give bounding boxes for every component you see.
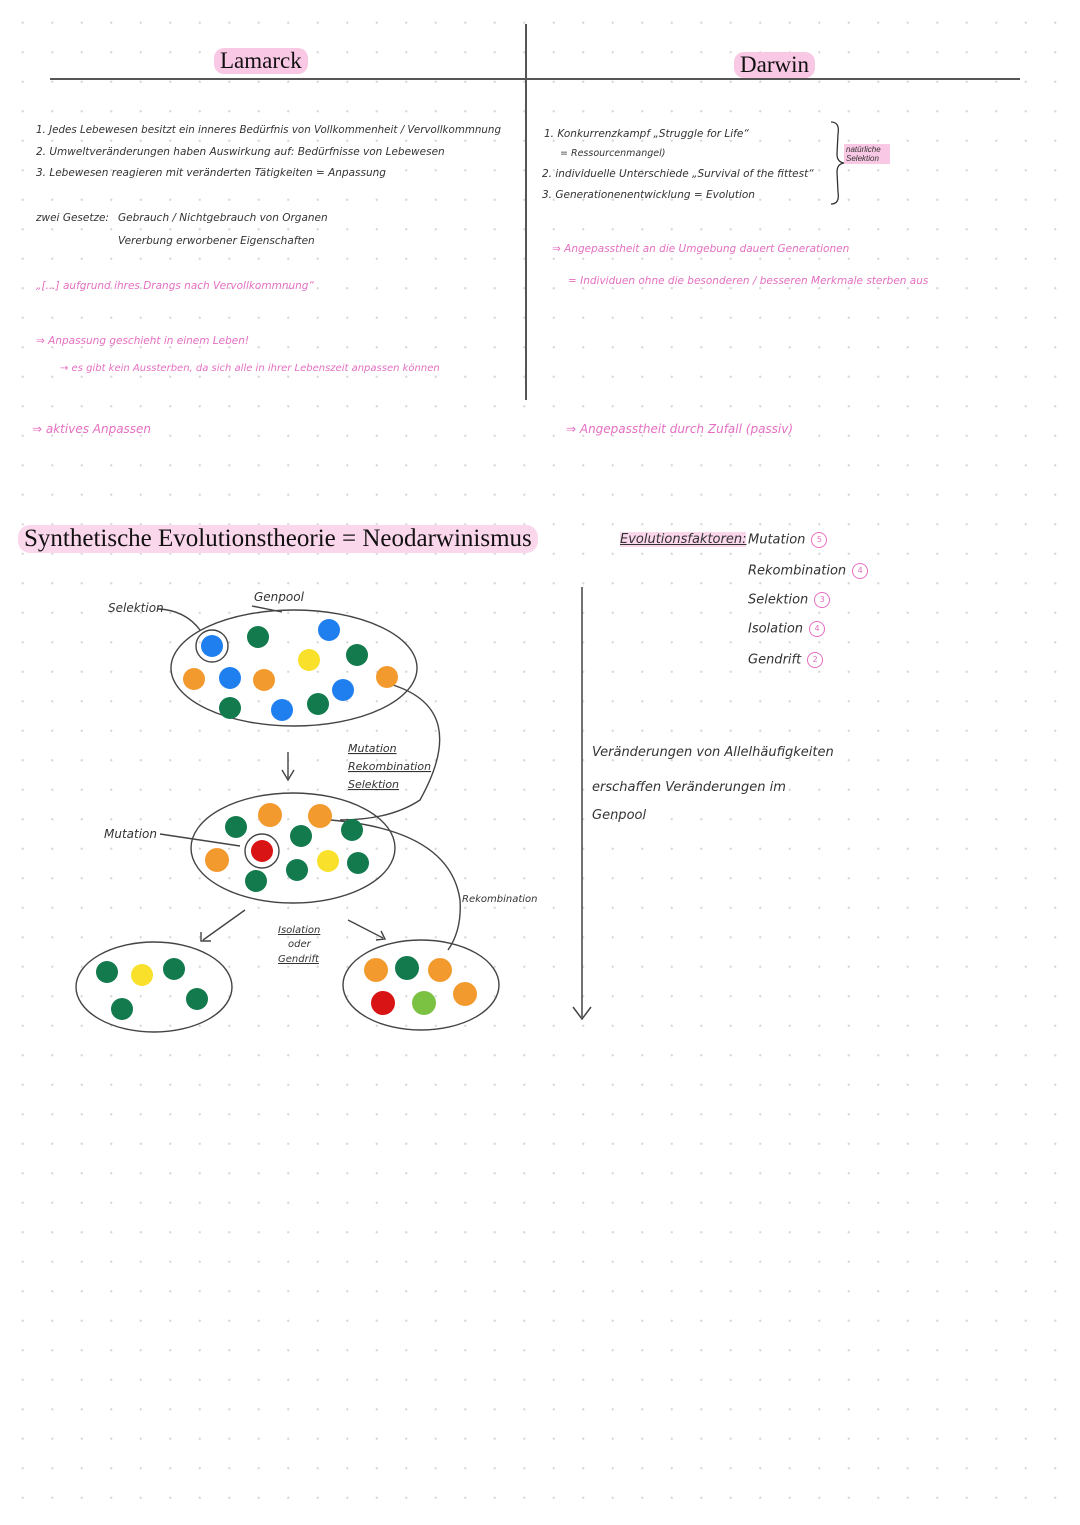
allele-dot — [111, 998, 133, 1020]
genpool-ellipse-3 — [76, 942, 232, 1032]
lamarck-conclusion-1: ⇒ Anpassung geschieht in einem Leben! — [36, 335, 250, 347]
allele-dot — [308, 804, 332, 828]
lamarck-point-2: 2. Umweltveränderungen haben Auswirkung auf: Bedürfnisse von Lebewesen — [36, 146, 445, 158]
darwin-summary: ⇒ Angepasstheit durch Zufall (passiv) — [566, 422, 794, 436]
allele-dot — [245, 870, 267, 892]
diagram-oder-label: oder — [288, 939, 311, 950]
allele-dot — [332, 679, 354, 701]
time-arrow-icon — [570, 585, 594, 1025]
allele-dot — [219, 667, 241, 689]
darwin-title: Darwin — [734, 52, 815, 78]
allele-dot — [131, 964, 153, 986]
allele-dot — [205, 848, 229, 872]
darwin-point-1: 1. Konkurrenzkampf „Struggle for Life“ — [544, 128, 749, 140]
darwin-conclusion-2: = Individuen ohne die besonderen / besseren Merkmale sterben aus — [568, 275, 929, 287]
note-line-3: Genpool — [592, 808, 647, 823]
darwin-brace-label: natürliche Selektion — [844, 144, 890, 164]
allele-dot — [371, 991, 395, 1015]
genpool-ellipse-1 — [171, 610, 417, 726]
allele-dot — [453, 982, 477, 1006]
allele-dot — [307, 693, 329, 715]
genpool-ellipse-4 — [343, 940, 499, 1030]
synthetic-title: Synthetische Evolutionstheorie = Neodarwinismus — [18, 525, 538, 553]
diagram-gendrift-label: Gendrift — [278, 954, 319, 965]
note-line-2: erschaffen Veränderungen im — [592, 780, 786, 795]
allele-dot — [290, 825, 312, 847]
allele-dot — [251, 840, 273, 862]
allele-dot — [186, 988, 208, 1010]
allele-dot — [317, 850, 339, 872]
allele-dot — [201, 635, 223, 657]
genpool-3-alleles — [96, 958, 208, 1020]
factor-gendrift: Gendrift 2 — [748, 652, 823, 668]
genpool-2-alleles — [205, 803, 369, 892]
factor-rekombination: Rekombination 4 — [748, 563, 868, 579]
allele-dot — [341, 819, 363, 841]
diagram-arrow-label-1: Mutation — [348, 742, 397, 755]
factor-mutation: Mutation 5 — [748, 532, 827, 548]
darwin-point-1b: = Ressourcenmangel) — [560, 148, 666, 159]
diagram-mutation-label: Mutation — [104, 827, 158, 841]
allele-dot — [286, 859, 308, 881]
allele-dot — [225, 816, 247, 838]
allele-dot — [318, 619, 340, 641]
allele-dot — [346, 644, 368, 666]
allele-dot — [271, 699, 293, 721]
diagram-selektion-label: Selektion — [108, 601, 164, 615]
allele-dot — [364, 958, 388, 982]
allele-dot — [376, 666, 398, 688]
diagram-genpool-label: Genpool — [254, 590, 304, 604]
genpool-4-alleles — [364, 956, 477, 1015]
allele-dot — [298, 649, 320, 671]
darwin-point-3: 3. Generationenentwicklung = Evolution — [542, 189, 755, 201]
factor-selektion: Selektion 3 — [748, 592, 830, 608]
lamarck-title: Lamarck — [214, 48, 308, 74]
header-divider — [50, 78, 1020, 80]
lamarck-laws-label: zwei Gesetze: — [36, 212, 109, 224]
diagram-rekombination-label: Rekombination — [462, 894, 538, 905]
darwin-point-2: 2. individuelle Unterschiede „Survival of the fittest“ — [542, 168, 814, 180]
allele-dot — [258, 803, 282, 827]
diagram-isolation-label: Isolation — [278, 925, 321, 936]
lamarck-quote: „[...] aufgrund ihres Drangs nach Vervollkommnung“ — [36, 280, 314, 292]
allele-dot — [347, 852, 369, 874]
genpool-ellipse-2 — [191, 793, 395, 903]
lamarck-point-3: 3. Lebewesen reagieren mit veränderten Tätigkeiten = Anpassung — [36, 167, 386, 179]
factors-label: Evolutionsfaktoren: — [620, 532, 747, 547]
lamarck-conclusion-2: → es gibt kein Aussterben, da sich alle in ihrer Lebenszeit anpassen können — [60, 363, 440, 374]
genpool-1-alleles — [183, 619, 398, 721]
note-line-1: Veränderungen von Allelhäufigkeiten — [592, 745, 834, 760]
diagram-arrow-label-2: Rekombination — [348, 760, 432, 773]
allele-dot — [412, 991, 436, 1015]
allele-dot — [247, 626, 269, 648]
allele-dot — [428, 958, 452, 982]
darwin-conclusion-1: ⇒ Angepasstheit an die Umgebung dauert Generationen — [552, 243, 850, 255]
allele-dot — [183, 668, 205, 690]
allele-dot — [395, 956, 419, 980]
lamarck-law-1: Gebrauch / Nichtgebrauch von Organen — [118, 212, 328, 224]
allele-dot — [253, 669, 275, 691]
allele-dot — [163, 958, 185, 980]
lamarck-summary: ⇒ aktives Anpassen — [32, 422, 152, 436]
genpool-diagram — [0, 560, 570, 1050]
column-divider — [525, 24, 527, 400]
factor-isolation: Isolation 4 — [748, 621, 825, 637]
lamarck-point-1: 1. Jedes Lebewesen besitzt ein inneres Bedürfnis von Vollkommenheit / Vervollkommnung — [36, 124, 501, 136]
diagram-arrow-label-3: Selektion — [348, 778, 400, 791]
lamarck-law-2: Vererbung erworbener Eigenschaften — [118, 235, 315, 247]
allele-dot — [96, 961, 118, 983]
allele-dot — [219, 697, 241, 719]
